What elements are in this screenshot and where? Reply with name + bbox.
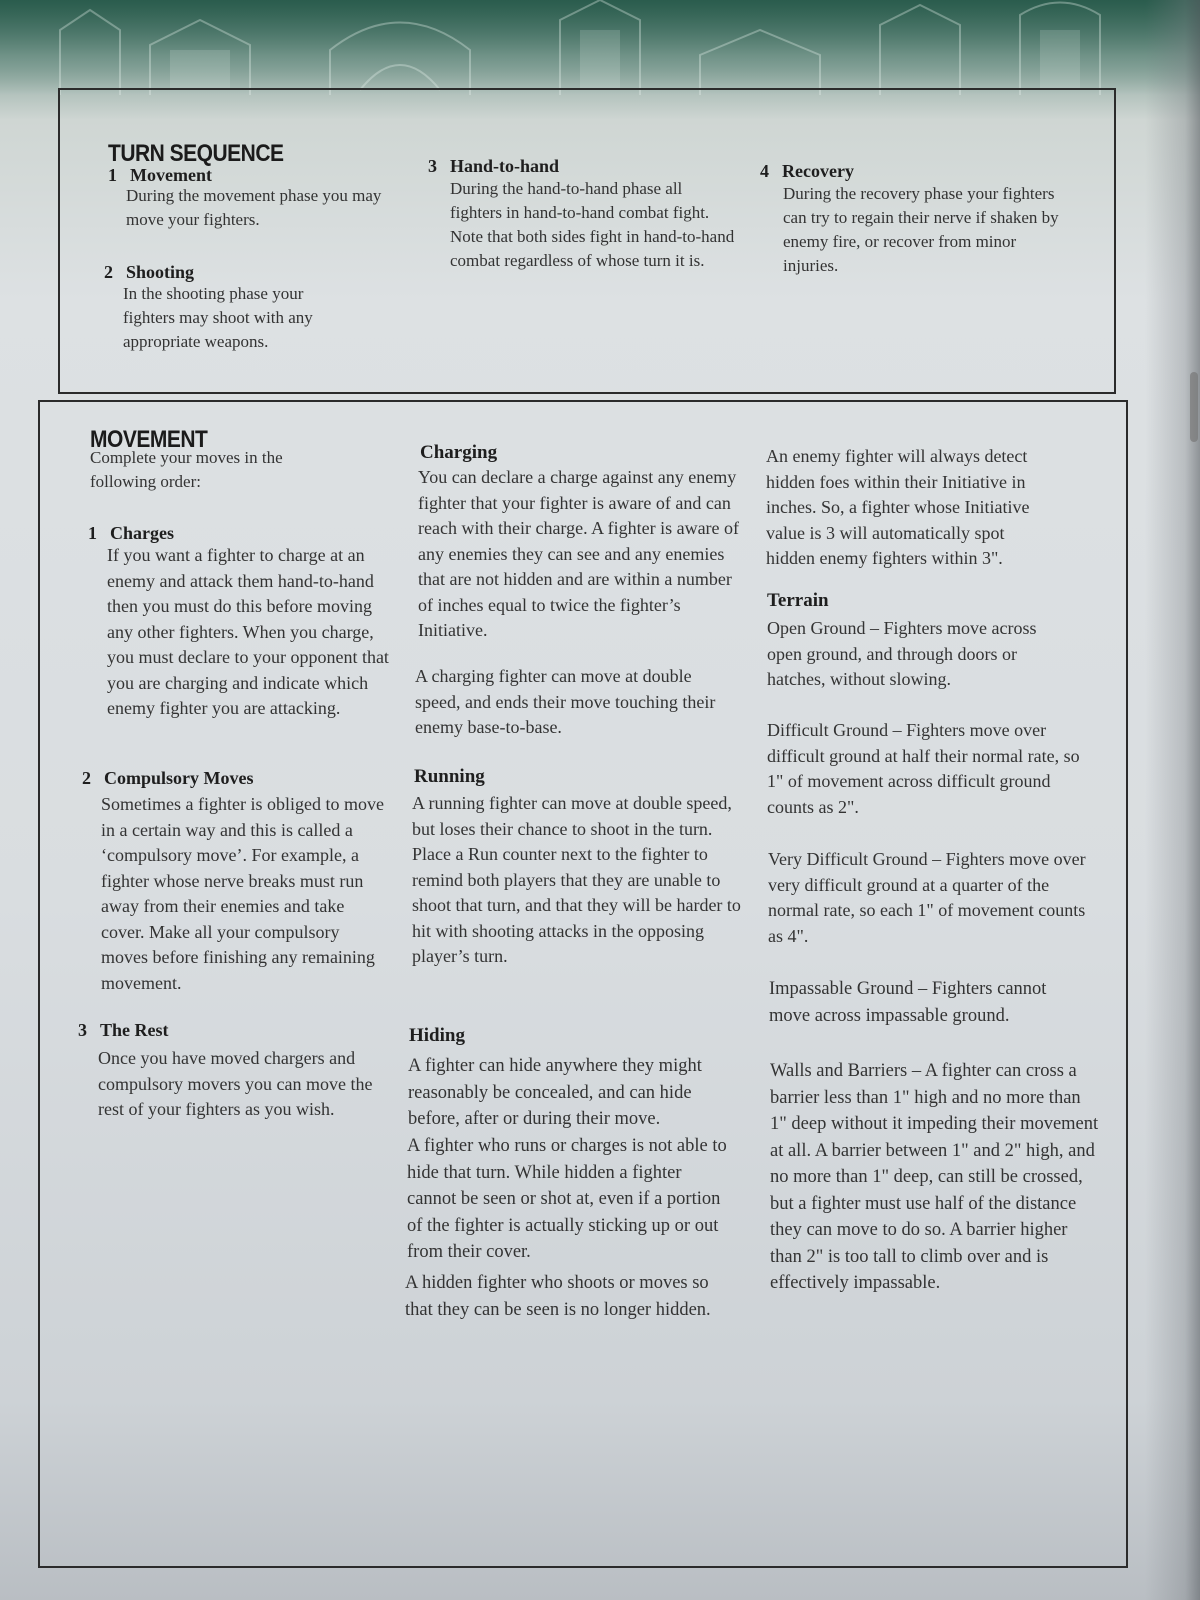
turn-step-3-heading [428, 156, 559, 177]
running-heading: Running [414, 766, 485, 787]
gothic-architecture-illustration [0, 0, 1200, 95]
movement-step-1-text: If you want a fighter to charge at an enemy and attack them hand-to-hand then you must do this before moving any other fighters. When you charge, you must declare to your opponent that you are charging and indicate which enemy fighter you are attacking. [107, 545, 389, 718]
header-artwork [0, 0, 1200, 95]
terrain-walls-barriers: Walls and Barriers – A fighter can cross a barrier less than 1" high and no more than 1" deep without it impeding their movement at all. A barrier between 1" and 2" high, and no more than 1" deep, can still be crossed, but a fighter must use half of the distance they can move to do so. A barrier higher than 2" is too tall to climb over and is effectively impassable. [770, 1061, 1099, 1293]
turn-sequence-title: TURN SEQUENCE [108, 140, 284, 167]
turn-step-4-text: During the recovery phase your fighters can try to regain their nerve if shaken by enemy fire, or recover from minor injuries. [783, 184, 1059, 275]
terrain-open-ground: Open Ground – Fighters move across open ground, and through doors or hatches, without slowing. [767, 618, 1037, 689]
hiding-text-3: A hidden fighter who shoots or moves so that they can be seen is no longer hidden. [405, 1273, 711, 1320]
movement-step-2-text: Sometimes a fighter is obliged to move in a certain way and this is called a ‘compulsory move’. For example, a fighter whose nerve breaks must run away from their enemies and take cover. Make all your compulsory moves before finishing any remaining movement. [101, 794, 384, 993]
turn-step-3-number: 3 [428, 156, 437, 176]
turn-step-4-heading [760, 161, 854, 182]
movement-step-3-label: The Rest [100, 1020, 169, 1040]
movement-step-1-heading [88, 523, 174, 544]
hiding-text-1: A fighter can hide anywhere they might reasonably be concealed, and can hide before, after or during their move. [408, 1056, 702, 1129]
turn-step-3-text: During the hand-to-hand phase all fighters in hand-to-hand combat fight. Note that both sides fight in hand-to-hand combat regardless of whose turn it is. [450, 179, 735, 270]
movement-step-2-heading [82, 768, 254, 789]
turn-step-3-label: Hand-to-hand [450, 156, 560, 176]
binding-clip [1190, 372, 1198, 442]
movement-step-2-label: Compulsory Moves [104, 768, 254, 788]
charging-heading: Charging [420, 442, 498, 463]
charging-text: You can declare a charge against any enemy fighter that your fighter is aware of and can reach with their charge. A fighter is aware of any enemies they can see and any enemies that are not hidden and are within a number of inches equal to twice the fighter’s Initiative. [418, 467, 740, 640]
turn-step-1-number: 1 [108, 165, 117, 185]
turn-step-1-label: Movement [130, 165, 212, 185]
spotting-text: An enemy fighter will always detect hidden foes within their Initiative in inches. So, a fighter whose Initiative value is 3 will automatically spot hidden enemy fighters within 3". [766, 446, 1030, 568]
terrain-very-difficult-ground: Very Difficult Ground – Fighters move over very difficult ground at a quarter of the normal rate, so each 1" of movement counts as 4". [768, 849, 1086, 946]
turn-step-2-label: Shooting [126, 262, 195, 282]
turn-step-2-number: 2 [104, 262, 113, 282]
movement-step-3-text: Once you have moved chargers and compulsory movers you can move the rest of your fighters as you wish. [98, 1048, 373, 1119]
hiding-heading: Hiding [409, 1025, 465, 1046]
movement-step-1-number: 1 [88, 523, 97, 543]
charging-double-speed-text: A charging fighter can move at double speed, and ends their move touching their enemy base-to-base. [415, 666, 716, 737]
movement-step-2-number: 2 [82, 768, 91, 788]
movement-step-1-label: Charges [110, 523, 174, 543]
turn-step-1-heading [108, 165, 212, 186]
turn-step-2-heading [104, 262, 194, 283]
movement-step-3-number: 3 [78, 1020, 87, 1040]
hiding-text-2: A fighter who runs or charges is not able to hide that turn. While hidden a fighter cannot be seen or shot at, even if a portion of the fighter is actually sticking up or out from their cover. [407, 1136, 727, 1262]
movement-intro: Complete your moves in the following order: [90, 448, 283, 491]
movement-title: MOVEMENT [90, 426, 208, 453]
page-edge-shadow [1145, 0, 1200, 1600]
turn-step-1-text: During the movement phase you may move your fighters. [126, 186, 382, 229]
turn-step-2-text: In the shooting phase your fighters may shoot with any appropriate weapons. [123, 284, 313, 351]
movement-step-3-heading [78, 1020, 169, 1041]
turn-step-4-label: Recovery [782, 161, 854, 181]
terrain-impassable-ground: Impassable Ground – Fighters cannot move across impassable ground. [769, 979, 1047, 1026]
terrain-difficult-ground: Difficult Ground – Fighters move over difficult ground at half their normal rate, so 1" of movement across difficult ground counts as 2". [767, 720, 1080, 817]
terrain-heading: Terrain [767, 590, 829, 611]
running-text: A running fighter can move at double speed, but loses their chance to shoot in the turn. Place a Run counter next to the fighter to remind both players that they are unable to shoot that turn, and that they will be harder to hit with shooting attacks in the opposing player’s turn. [412, 793, 741, 966]
turn-step-4-number: 4 [760, 161, 769, 181]
